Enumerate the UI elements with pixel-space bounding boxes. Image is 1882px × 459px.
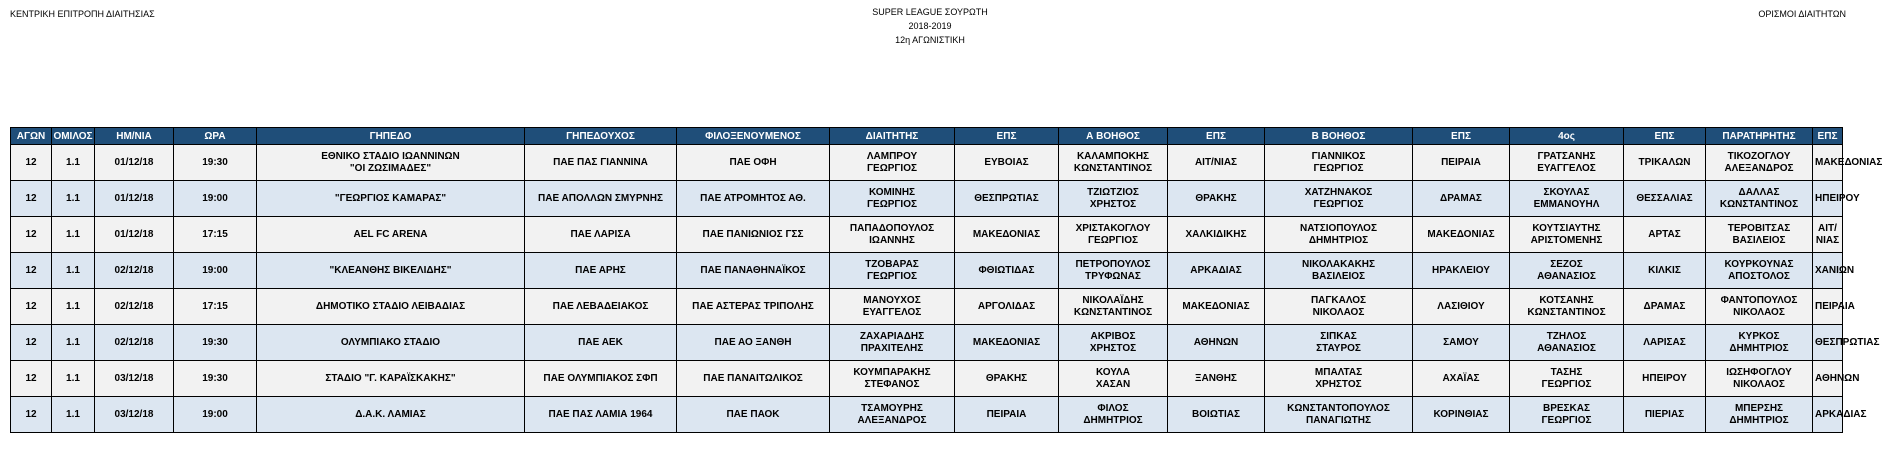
cell-referee-line-2: ΕΥΑΓΓΕΛΟΣ bbox=[862, 306, 922, 318]
cell-date: 03/12/18 bbox=[95, 397, 174, 433]
cell-assistant-b-eps: ΠΕΙΡΑΙΑ bbox=[1413, 145, 1510, 181]
cell-stadium-line-1: ΕΘΝΙΚΟ ΣΤΑΔΙΟ ΙΩΑΝΝΙΝΩΝ bbox=[321, 150, 460, 162]
document-title-block bbox=[830, 5, 1030, 47]
cell-referee bbox=[830, 181, 955, 217]
cell-observer-line-1: ΦΑΝΤΟΠΟΥΛΟΣ bbox=[1720, 294, 1798, 306]
committee-label: ΚΕΝΤΡΙΚΗ ΕΠΙΤΡΟΠΗ ΔΙΑΙΤΗΣΙΑΣ bbox=[10, 9, 155, 19]
cell-assistant-b-line-2: ΓΕΩΡΓΙΟΣ bbox=[1313, 198, 1364, 210]
cell-referee-eps: ΜΑΚΕΔΟΝΙΑΣ bbox=[955, 325, 1059, 361]
cell-observer-eps: ΑΡΚΑΔΙΑΣ bbox=[1813, 397, 1843, 433]
col-home: ΓΗΠΕΔΟΥΧΟΣ bbox=[525, 128, 677, 145]
cell-assistant-b-line-2: ΠΑΝΑΓΙΩΤΗΣ bbox=[1305, 414, 1372, 426]
cell-fourth-official bbox=[1510, 181, 1624, 217]
cell-assistant-a-eps: ΞΑΝΘΗΣ bbox=[1168, 361, 1265, 397]
cell-assistant-a-eps: ΑΡΚΑΔΙΑΣ bbox=[1168, 253, 1265, 289]
cell-time: 19:00 bbox=[174, 397, 257, 433]
cell-observer-eps: ΑΙΤ/ΝΙΑΣ bbox=[1813, 217, 1843, 253]
cell-fourth-eps: ΤΡΙΚΑΛΩΝ bbox=[1624, 145, 1706, 181]
col-fourth-eps: ΕΠΣ bbox=[1624, 128, 1706, 145]
cell-assistant-b bbox=[1265, 361, 1413, 397]
col-omilos: ΟΜΙΛΟΣ bbox=[52, 128, 95, 145]
cell-assistant-a-line-1: ΠΕΤΡΟΠΟΥΛΟΣ bbox=[1075, 258, 1151, 270]
cell-referee-line-1: ΚΟΜΙΝΗΣ bbox=[868, 186, 916, 198]
cell-fourth-official-line-2: ΓΕΩΡΓΙΟΣ bbox=[1541, 414, 1592, 426]
cell-fourth-official-line-1: ΒΡΕΣΚΑΣ bbox=[1542, 402, 1590, 414]
cell-away-team: ΠΑΕ ΠΑΝΑΘΗΝΑΪΚΟΣ bbox=[677, 253, 830, 289]
cell-home-team: ΠΑΕ ΠΑΣ ΓΙΑΝΝΙΝΑ bbox=[525, 145, 677, 181]
cell-date: 01/12/18 bbox=[95, 217, 174, 253]
cell-fourth-eps: ΘΕΣΣΑΛΙΑΣ bbox=[1624, 181, 1706, 217]
cell-assistant-b bbox=[1265, 397, 1413, 433]
cell-fourth-official-line-1: ΣΚΟΥΛΑΣ bbox=[1543, 186, 1590, 198]
cell-fourth-official-line-2: ΓΕΩΡΓΙΟΣ bbox=[1541, 378, 1592, 390]
season-label: 2018-2019 bbox=[908, 21, 952, 31]
cell-assistant-b-line-1: ΝΑΤΣΙΟΠΟΥΛΟΣ bbox=[1300, 222, 1377, 234]
cell-assistant-a-line-2: ΧΑΣΑΝ bbox=[1095, 378, 1131, 390]
cell-referee-line-1: ΤΖΟΒΑΡΑΣ bbox=[865, 258, 919, 270]
cell-observer-line-1: ΙΩΣΗΦΟΓΛΟΥ bbox=[1726, 366, 1792, 378]
cell-date: 01/12/18 bbox=[95, 181, 174, 217]
col-stadium: ΓΗΠΕΔΟ bbox=[257, 128, 525, 145]
cell-omilos: 1.1 bbox=[52, 361, 95, 397]
cell-date: 02/12/18 bbox=[95, 325, 174, 361]
cell-fourth-official-line-2: ΑΘΑΝΑΣΙΟΣ bbox=[1537, 270, 1596, 282]
cell-home-team: ΠΑΕ ΠΑΣ ΛΑΜΙΑ 1964 bbox=[525, 397, 677, 433]
cell-observer-eps: ΜΑΚΕΔΟΝΙΑΣ bbox=[1813, 145, 1843, 181]
cell-observer-line-2: ΑΠΟΣΤΟΛΟΣ bbox=[1728, 270, 1790, 282]
cell-agon: 12 bbox=[11, 289, 52, 325]
cell-referee bbox=[830, 361, 955, 397]
cell-observer bbox=[1706, 361, 1813, 397]
cell-referee-line-2: ΙΩΑΝΝΗΣ bbox=[869, 234, 915, 246]
cell-observer-eps: ΗΠΕΙΡΟΥ bbox=[1813, 181, 1843, 217]
cell-referee-line-1: ΠΑΠΑΔΟΠΟΥΛΟΣ bbox=[849, 222, 935, 234]
cell-observer-eps: ΑΘΗΝΩΝ bbox=[1813, 361, 1843, 397]
cell-assistant-a-line-1: ΤΖΙΩΤΖΙΟΣ bbox=[1087, 186, 1139, 198]
cell-fourth-official bbox=[1510, 289, 1624, 325]
cell-fourth-official-line-1: ΤΖΗΛΟΣ bbox=[1546, 330, 1587, 342]
cell-omilos: 1.1 bbox=[52, 145, 95, 181]
cell-home-team: ΠΑΕ ΛΑΡΙΣΑ bbox=[525, 217, 677, 253]
cell-fourth-official-line-1: ΤΑΣΗΣ bbox=[1550, 366, 1583, 378]
cell-stadium-line-1: AEL FC ARENA bbox=[353, 228, 428, 240]
col-referee: ΔΙΑΙΤΗΤΗΣ bbox=[830, 128, 955, 145]
cell-referee-line-2: ΓΕΩΡΓΙΟΣ bbox=[867, 198, 917, 210]
cell-referee-line-1: ΛΑΜΠΡΟΥ bbox=[866, 150, 918, 162]
cell-referee bbox=[830, 397, 955, 433]
cell-observer bbox=[1706, 397, 1813, 433]
cell-fourth-official bbox=[1510, 361, 1624, 397]
cell-assistant-a-line-2: ΓΕΩΡΓΙΟΣ bbox=[1088, 234, 1138, 246]
cell-date: 01/12/18 bbox=[95, 145, 174, 181]
cell-agon: 12 bbox=[11, 145, 52, 181]
cell-assistant-b bbox=[1265, 181, 1413, 217]
cell-assistant-a-eps: ΒΟΙΩΤΙΑΣ bbox=[1168, 397, 1265, 433]
cell-time: 19:00 bbox=[174, 253, 257, 289]
cell-referee-line-2: ΣΤΕΦΑΝΟΣ bbox=[864, 378, 920, 390]
cell-stadium-line-1: ΟΛΥΜΠΙΑΚΟ ΣΤΑΔΙΟ bbox=[340, 336, 441, 348]
col-assistant-a-eps: ΕΠΣ bbox=[1168, 128, 1265, 145]
cell-assistant-b-line-1: ΠΑΓΚΑΛΟΣ bbox=[1310, 294, 1367, 306]
cell-assistant-a-line-2: ΚΩΝΣΤΑΝΤΙΝΟΣ bbox=[1073, 306, 1153, 318]
cell-assistant-a-line-2: ΧΡΗΣΤΟΣ bbox=[1089, 342, 1137, 354]
cell-fourth-official-line-2: ΑΘΑΝΑΣΙΟΣ bbox=[1537, 342, 1596, 354]
cell-observer-line-1: ΜΠΕΡΣΗΣ bbox=[1734, 402, 1784, 414]
cell-fourth-official-line-1: ΓΡΑΤΣΑΝΗΣ bbox=[1537, 150, 1596, 162]
cell-assistant-a-line-2: ΧΡΗΣΤΟΣ bbox=[1089, 198, 1137, 210]
cell-agon: 12 bbox=[11, 181, 52, 217]
col-assistant-b: Β ΒΟΗΘΟΣ bbox=[1265, 128, 1413, 145]
cell-stadium-line-1: "ΚΛΕΑΝΘΗΣ ΒΙΚΕΛΙΔΗΣ" bbox=[329, 264, 452, 276]
cell-assistant-b-line-2: ΔΗΜΗΤΡΙΟΣ bbox=[1308, 234, 1369, 246]
cell-assistant-a bbox=[1059, 253, 1168, 289]
col-date: ΗΜ/ΝΙΑ bbox=[95, 128, 174, 145]
cell-referee-eps: ΑΡΓΟΛΙΔΑΣ bbox=[955, 289, 1059, 325]
cell-assistant-b-eps: ΣΑΜΟΥ bbox=[1413, 325, 1510, 361]
cell-fourth-official-line-2: ΕΥΑΓΓΕΛΟΣ bbox=[1537, 162, 1596, 174]
cell-observer bbox=[1706, 217, 1813, 253]
cell-observer-line-1: ΚΥΡΚΟΣ bbox=[1738, 330, 1780, 342]
cell-referee bbox=[830, 289, 955, 325]
cell-assistant-a-eps: ΧΑΛΚΙΔΙΚΗΣ bbox=[1168, 217, 1265, 253]
cell-assistant-b-line-2: ΓΕΩΡΓΙΟΣ bbox=[1313, 162, 1364, 174]
cell-away-team: ΠΑΕ ΟΦΗ bbox=[677, 145, 830, 181]
cell-agon: 12 bbox=[11, 325, 52, 361]
col-agon: ΑΓΩΝ bbox=[11, 128, 52, 145]
cell-assistant-a-eps: ΘΡΑΚΗΣ bbox=[1168, 181, 1265, 217]
table-row bbox=[11, 397, 1843, 433]
cell-assistant-b-line-1: ΓΙΑΝΝΙΚΟΣ bbox=[1311, 150, 1366, 162]
cell-observer-line-2: ΝΙΚΟΛΑΟΣ bbox=[1733, 378, 1785, 390]
cell-referee-line-1: ΖΑΧΑΡΙΑΔΗΣ bbox=[859, 330, 925, 342]
cell-fourth-official-line-1: ΚΟΤΣΑΝΗΣ bbox=[1539, 294, 1594, 306]
table-row bbox=[11, 181, 1843, 217]
cell-fourth-official bbox=[1510, 397, 1624, 433]
cell-referee-line-1: ΜΑΝΟΥΧΟΣ bbox=[863, 294, 921, 306]
cell-assistant-b bbox=[1265, 217, 1413, 253]
cell-assistant-b-line-2: ΝΙΚΟΛΑΟΣ bbox=[1312, 306, 1365, 318]
cell-fourth-eps: ΛΑΡΙΣΑΣ bbox=[1624, 325, 1706, 361]
cell-fourth-official-line-2: ΑΡΙΣΤΟΜΕΝΗΣ bbox=[1530, 234, 1603, 246]
cell-fourth-eps: ΔΡΑΜΑΣ bbox=[1624, 289, 1706, 325]
cell-agon: 12 bbox=[11, 361, 52, 397]
cell-away-team: ΠΑΕ ΑΣΤΕΡΑΣ ΤΡΙΠΟΛΗΣ bbox=[677, 289, 830, 325]
cell-assistant-a-line-1: ΚΑΛΑΜΠΟΚΗΣ bbox=[1076, 150, 1150, 162]
cell-stadium bbox=[257, 181, 525, 217]
cell-omilos: 1.1 bbox=[52, 397, 95, 433]
cell-fourth-official bbox=[1510, 145, 1624, 181]
cell-stadium-line-1: ΔΗΜΟΤΙΚΟ ΣΤΑΔΙΟ ΛΕΙΒΑΔΙΑΣ bbox=[315, 300, 466, 312]
cell-referee-eps: ΦΘΙΩΤΙΔΑΣ bbox=[955, 253, 1059, 289]
col-observer-eps: ΕΠΣ bbox=[1813, 128, 1843, 145]
col-assistant-b-eps: ΕΠΣ bbox=[1413, 128, 1510, 145]
cell-assistant-b-eps: ΑΧΑΪΑΣ bbox=[1413, 361, 1510, 397]
cell-date: 02/12/18 bbox=[95, 253, 174, 289]
cell-stadium bbox=[257, 217, 525, 253]
cell-assistant-a-line-2: ΔΗΜΗΤΡΙΟΣ bbox=[1083, 414, 1143, 426]
cell-stadium bbox=[257, 253, 525, 289]
cell-observer-line-1: ΔΑΛΛΑΣ bbox=[1738, 186, 1780, 198]
cell-observer-eps: ΘΕΣΠΡΩΤΙΑΣ bbox=[1813, 325, 1843, 361]
cell-assistant-b-line-1: ΝΙΚΟΛΑΚΑΚΗΣ bbox=[1301, 258, 1376, 270]
cell-assistant-b bbox=[1265, 145, 1413, 181]
cell-observer-line-2: ΔΗΜΗΤΡΙΟΣ bbox=[1729, 342, 1789, 354]
cell-assistant-b-eps: ΚΟΡΙΝΘΙΑΣ bbox=[1413, 397, 1510, 433]
cell-referee-line-2: ΓΕΩΡΓΙΟΣ bbox=[867, 270, 917, 282]
cell-assistant-a bbox=[1059, 289, 1168, 325]
cell-observer-line-2: ΑΛΕΞΑΝΔΡΟΣ bbox=[1724, 162, 1794, 174]
col-observer: ΠΑΡΑΤΗΡΗΤΗΣ bbox=[1706, 128, 1813, 145]
cell-stadium bbox=[257, 361, 525, 397]
cell-home-team: ΠΑΕ ΑΡΗΣ bbox=[525, 253, 677, 289]
cell-referee-eps: ΜΑΚΕΔΟΝΙΑΣ bbox=[955, 217, 1059, 253]
cell-omilos: 1.1 bbox=[52, 217, 95, 253]
cell-observer-line-2: ΔΗΜΗΤΡΙΟΣ bbox=[1729, 414, 1789, 426]
cell-fourth-official bbox=[1510, 217, 1624, 253]
cell-referee-line-2: ΠΡΑΧΙΤΕΛΗΣ bbox=[860, 342, 924, 354]
cell-stadium-line-1: Δ.Α.Κ. ΛΑΜΙΑΣ bbox=[355, 408, 426, 420]
cell-omilos: 1.1 bbox=[52, 289, 95, 325]
cell-referee-line-2: ΑΛΕΞΑΝΔΡΟΣ bbox=[857, 414, 927, 426]
cell-referee bbox=[830, 217, 955, 253]
cell-assistant-b-line-2: ΧΡΗΣΤΟΣ bbox=[1315, 378, 1362, 390]
table-row bbox=[11, 361, 1843, 397]
cell-agon: 12 bbox=[11, 217, 52, 253]
cell-referee-line-1: ΤΣΑΜΟΥΡΗΣ bbox=[861, 402, 923, 414]
cell-referee-eps: ΠΕΙΡΑΙΑ bbox=[955, 397, 1059, 433]
cell-assistant-a-eps: ΑΙΤ/ΝΙΑΣ bbox=[1168, 145, 1265, 181]
cell-omilos: 1.1 bbox=[52, 325, 95, 361]
cell-assistant-a-line-2: ΤΡΥΦΩΝΑΣ bbox=[1085, 270, 1141, 282]
cell-referee bbox=[830, 145, 955, 181]
cell-fourth-official-line-2: ΚΩΝΣΤΑΝΤΙΝΟΣ bbox=[1527, 306, 1606, 318]
cell-observer bbox=[1706, 181, 1813, 217]
cell-away-team: ΠΑΕ ΠΑΟΚ bbox=[677, 397, 830, 433]
cell-assistant-a-line-1: ΝΙΚΟΛΑΪΔΗΣ bbox=[1082, 294, 1144, 306]
cell-date: 03/12/18 bbox=[95, 361, 174, 397]
cell-assistant-a bbox=[1059, 181, 1168, 217]
cell-time: 19:30 bbox=[174, 325, 257, 361]
cell-time: 19:30 bbox=[174, 361, 257, 397]
table-header-row bbox=[11, 128, 1843, 145]
cell-assistant-a-line-1: ΑΚΡΙΒΟΣ bbox=[1090, 330, 1136, 342]
cell-fourth-eps: ΗΠΕΙΡΟΥ bbox=[1624, 361, 1706, 397]
cell-observer-line-2: ΒΑΣΙΛΕΙΟΣ bbox=[1732, 234, 1786, 246]
cell-time: 17:15 bbox=[174, 289, 257, 325]
cell-assistant-b bbox=[1265, 289, 1413, 325]
cell-time: 19:00 bbox=[174, 181, 257, 217]
cell-assistant-b-line-1: ΚΩΝΣΤΑΝΤΟΠΟΥΛΟΣ bbox=[1287, 402, 1390, 414]
cell-date: 02/12/18 bbox=[95, 289, 174, 325]
cell-assistant-b-line-2: ΣΤΑΥΡΟΣ bbox=[1316, 342, 1361, 354]
cell-fourth-eps: ΚΙΛΚΙΣ bbox=[1624, 253, 1706, 289]
col-assistant-a: Α ΒΟΗΘΟΣ bbox=[1059, 128, 1168, 145]
cell-stadium-line-2: "ΟΙ ΖΩΣΙΜΑΔΕΣ" bbox=[349, 162, 432, 174]
cell-assistant-b-eps: ΛΑΣΙΘΙΟΥ bbox=[1413, 289, 1510, 325]
cell-assistant-a-eps: ΑΘΗΝΩΝ bbox=[1168, 325, 1265, 361]
appointments-label: ΟΡΙΣΜΟΙ ΔΙΑΙΤΗΤΩΝ bbox=[1758, 9, 1846, 19]
cell-assistant-a-line-1: ΧΡΙΣΤΑΚΟΓΛΟΥ bbox=[1075, 222, 1151, 234]
cell-away-team: ΠΑΕ ΠΑΝΑΙΤΩΛΙΚΟΣ bbox=[677, 361, 830, 397]
cell-referee-line-2: ΓΕΩΡΓΙΟΣ bbox=[867, 162, 917, 174]
cell-observer-line-2: ΝΙΚΟΛΑΟΣ bbox=[1733, 306, 1785, 318]
cell-assistant-a bbox=[1059, 217, 1168, 253]
cell-referee-eps: ΘΡΑΚΗΣ bbox=[955, 361, 1059, 397]
cell-assistant-b bbox=[1265, 253, 1413, 289]
cell-assistant-a bbox=[1059, 397, 1168, 433]
cell-referee bbox=[830, 325, 955, 361]
table-row bbox=[11, 217, 1843, 253]
cell-assistant-b-eps: ΗΡΑΚΛΕΙΟΥ bbox=[1413, 253, 1510, 289]
cell-stadium bbox=[257, 397, 525, 433]
cell-fourth-official bbox=[1510, 253, 1624, 289]
cell-assistant-a-line-1: ΦΙΛΟΣ bbox=[1097, 402, 1129, 414]
cell-omilos: 1.1 bbox=[52, 181, 95, 217]
cell-stadium-line-1: "ΓΕΩΡΓΙΟΣ ΚΑΜΑΡΑΣ" bbox=[334, 192, 447, 204]
table-row bbox=[11, 145, 1843, 181]
cell-home-team: ΠΑΕ ΟΛΥΜΠΙΑΚΟΣ ΣΦΠ bbox=[525, 361, 677, 397]
cell-assistant-b-eps: ΔΡΑΜΑΣ bbox=[1413, 181, 1510, 217]
round-label: 12η ΑΓΩΝΙΣΤΙΚΗ bbox=[895, 35, 965, 45]
cell-referee-eps: ΘΕΣΠΡΩΤΙΑΣ bbox=[955, 181, 1059, 217]
cell-referee-eps: ΕΥΒΟΙΑΣ bbox=[955, 145, 1059, 181]
cell-home-team: ΠΑΕ ΑΕΚ bbox=[525, 325, 677, 361]
cell-stadium bbox=[257, 145, 525, 181]
cell-omilos: 1.1 bbox=[52, 253, 95, 289]
cell-referee-line-1: ΚΟΥΜΠΑΡΑΚΗΣ bbox=[853, 366, 931, 378]
cell-agon: 12 bbox=[11, 397, 52, 433]
cell-observer-line-1: ΤΙΚΟΖΟΓΛΟΥ bbox=[1727, 150, 1791, 162]
league-title: SUPER LEAGUE ΣΟΥΡΩΤΗ bbox=[872, 7, 988, 17]
cell-observer bbox=[1706, 253, 1813, 289]
cell-assistant-b-line-1: ΜΠΑΛΤΑΣ bbox=[1314, 366, 1363, 378]
table-row bbox=[11, 289, 1843, 325]
cell-fourth-official-line-1: ΚΟΥΤΣΙΑΥΤΗΣ bbox=[1532, 222, 1601, 234]
referee-appointments-table bbox=[10, 127, 1882, 433]
cell-time: 19:30 bbox=[174, 145, 257, 181]
cell-assistant-a bbox=[1059, 361, 1168, 397]
cell-home-team: ΠΑΕ ΛΕΒΑΔΕΙΑΚΟΣ bbox=[525, 289, 677, 325]
cell-observer-eps: ΠΕΙΡΑΙΑ bbox=[1813, 289, 1843, 325]
cell-observer-line-1: ΚΟΥΡΚΟΥΝΑΣ bbox=[1724, 258, 1794, 270]
cell-away-team: ΠΑΕ ΠΑΝΙΩΝΙΟΣ ΓΣΣ bbox=[677, 217, 830, 253]
cell-observer bbox=[1706, 325, 1813, 361]
cell-assistant-a-line-1: ΚΟΥΛΑ bbox=[1096, 366, 1130, 378]
cell-observer bbox=[1706, 145, 1813, 181]
cell-agon: 12 bbox=[11, 253, 52, 289]
cell-home-team: ΠΑΕ ΑΠΟΛΛΩΝ ΣΜΥΡΝΗΣ bbox=[525, 181, 677, 217]
cell-fourth-official-line-1: ΣΕΖΟΣ bbox=[1550, 258, 1583, 270]
cell-assistant-b-line-1: ΣΙΠΚΑΣ bbox=[1320, 330, 1357, 342]
cell-fourth-official bbox=[1510, 325, 1624, 361]
cell-observer-eps: ΧΑΝΙΩΝ bbox=[1813, 253, 1843, 289]
cell-assistant-b-eps: ΜΑΚΕΔΟΝΙΑΣ bbox=[1413, 217, 1510, 253]
cell-assistant-a bbox=[1059, 325, 1168, 361]
cell-fourth-eps: ΑΡΤΑΣ bbox=[1624, 217, 1706, 253]
cell-away-team: ΠΑΕ ΑΟ ΞΑΝΘΗ bbox=[677, 325, 830, 361]
cell-fourth-official-line-2: ΕΜΜΑΝΟΥΗΛ bbox=[1533, 198, 1600, 210]
cell-stadium bbox=[257, 289, 525, 325]
cell-stadium-line-1: ΣΤΑΔΙΟ "Γ. ΚΑΡΑΪΣΚΑΚΗΣ" bbox=[325, 372, 456, 384]
cell-assistant-a bbox=[1059, 145, 1168, 181]
cell-observer bbox=[1706, 289, 1813, 325]
cell-referee bbox=[830, 253, 955, 289]
col-away: ΦΙΛΟΞΕΝΟΥΜΕΝΟΣ bbox=[677, 128, 830, 145]
cell-assistant-b-line-1: ΧΑΤΖΗΝΑΚΟΣ bbox=[1304, 186, 1373, 198]
cell-away-team: ΠΑΕ ΑΤΡΟΜΗΤΟΣ ΑΘ. bbox=[677, 181, 830, 217]
cell-stadium bbox=[257, 325, 525, 361]
cell-assistant-a-line-2: ΚΩΝΣΤΑΝΤΙΝΟΣ bbox=[1073, 162, 1153, 174]
cell-observer-line-1: ΤΕΡΟΒΙΤΣΑΣ bbox=[1727, 222, 1791, 234]
cell-fourth-eps: ΠΙΕΡΙΑΣ bbox=[1624, 397, 1706, 433]
cell-observer-line-2: ΚΩΝΣΤΑΝΤΙΝΟΣ bbox=[1719, 198, 1799, 210]
cell-assistant-b bbox=[1265, 325, 1413, 361]
col-time: ΩΡΑ bbox=[174, 128, 257, 145]
table-row bbox=[11, 253, 1843, 289]
cell-assistant-a-eps: ΜΑΚΕΔΟΝΙΑΣ bbox=[1168, 289, 1265, 325]
col-fourth: 4ος bbox=[1510, 128, 1624, 145]
cell-assistant-b-line-2: ΒΑΣΙΛΕΙΟΣ bbox=[1311, 270, 1366, 282]
table-row bbox=[11, 325, 1843, 361]
cell-time: 17:15 bbox=[174, 217, 257, 253]
col-referee-eps: ΕΠΣ bbox=[955, 128, 1059, 145]
